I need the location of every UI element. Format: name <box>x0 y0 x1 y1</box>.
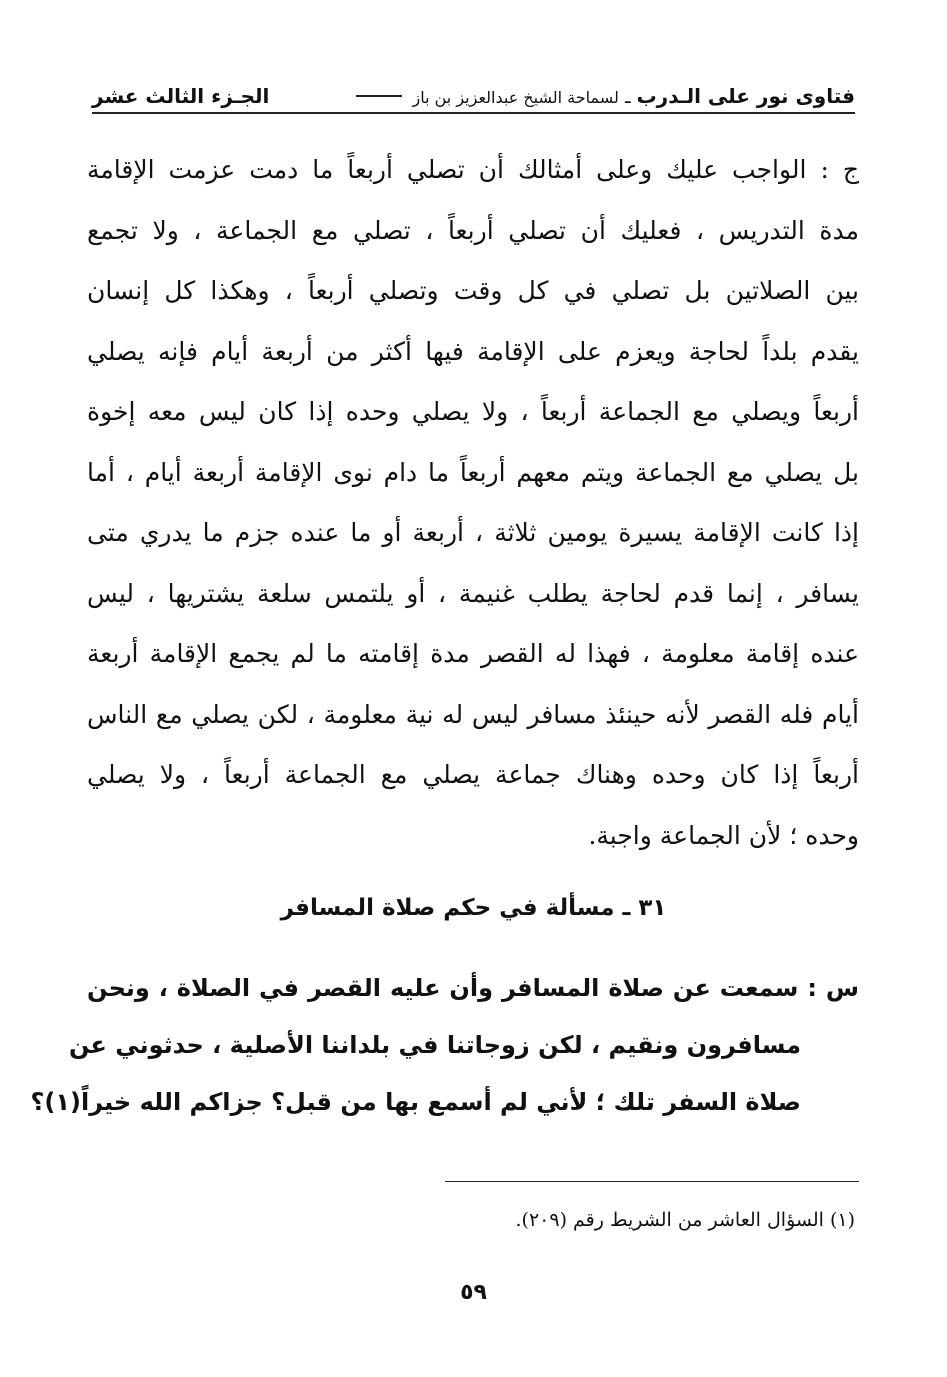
answer-line: بين الصلاتين بل تصلي في كل وقت وتصلي أربعاً ، وهكذا كل إنسان <box>87 276 859 305</box>
answer-line: يقدم بلداً لحاجة ويعزم على الإقامة فيها أكثر من أربعة أيام فإنه يصلي <box>87 336 859 366</box>
answer-line: أيام فله القصر لأنه حينئذ مسافر ليس له نية معلومة ، لكن يصلي مع الناس <box>87 699 859 729</box>
answer-line: بل يصلي مع الجماعة ويتم معهم أربعاً ما دام نوى الإقامة أربعة أيام ، أما <box>87 457 859 487</box>
running-header <box>92 74 855 114</box>
header-book-title-group <box>352 84 855 108</box>
answer-line: إذا كانت الإقامة يسيرة يومين ثلاثة ، أربعة أو ما عنده جزم ما يدري متى <box>87 518 859 547</box>
question-line: س : سمعت عن صلاة المسافر وأن عليه القصر في الصلاة ، ونحن <box>87 974 859 1002</box>
answer-line: أربعاً إذا كان وحده وهناك جماعة يصلي مع الجماعة أربعاً ، ولا يصلي <box>87 760 859 789</box>
header-dash-icon: ـ <box>618 86 631 108</box>
answer-text <box>87 140 859 866</box>
footnote-divider <box>445 1181 859 1182</box>
header-volume: الجـزء الثالث عشر <box>92 84 270 108</box>
page-number: ٥٩ <box>460 1280 487 1305</box>
answer-line: أربعاً ويصلي مع الجماعة أربعاً ، ولا يصلي وحده إذا كان ليس معه إخوة <box>87 397 859 426</box>
question-line: صلاة السفر تلك ؛ لأني لم أسمع بها من قبل؟ جزاكم الله خيراً(١)؟ <box>30 1088 801 1116</box>
header-author: لسماحة الشيخ عبدالعزيز بن باز <box>412 88 619 107</box>
header-book-title: فتاوى نور على الـدرب <box>636 84 855 108</box>
question-line: مسافرون ونقيم ، لكن زوجاتنا في بلداننا الأصلية ، حدثوني عن <box>68 1031 801 1059</box>
question-text <box>30 960 859 1131</box>
section-heading: ٣١ ـ مسألة في حكم صلاة المسافر <box>280 895 667 921</box>
footnote: (١) السؤال العاشر من الشريط رقم (٢٠٩). <box>515 1209 855 1231</box>
answer-line: عنده إقامة معلومة ، فهذا له القصر مدة إقامته ما لم يجمع الإقامة أربعة <box>87 639 859 668</box>
answer-line: وحده ؛ لأن الجماعة واجبة. <box>588 820 859 850</box>
answer-line: مدة التدريس ، فعليك أن تصلي أربعاً ، تصلي مع الجماعة ، ولا تجمع <box>87 215 859 245</box>
answer-line: ج : الواجب عليك وعلى أمثالك أن تصلي أربعاً ما دمت عزمت الإقامة <box>87 155 859 184</box>
answer-line: يسافر ، إنما قدم لحاجة يطلب غنيمة ، أو يلتمس سلعة يشتريها ، ليس <box>87 578 859 608</box>
header-rule-icon <box>356 95 402 97</box>
